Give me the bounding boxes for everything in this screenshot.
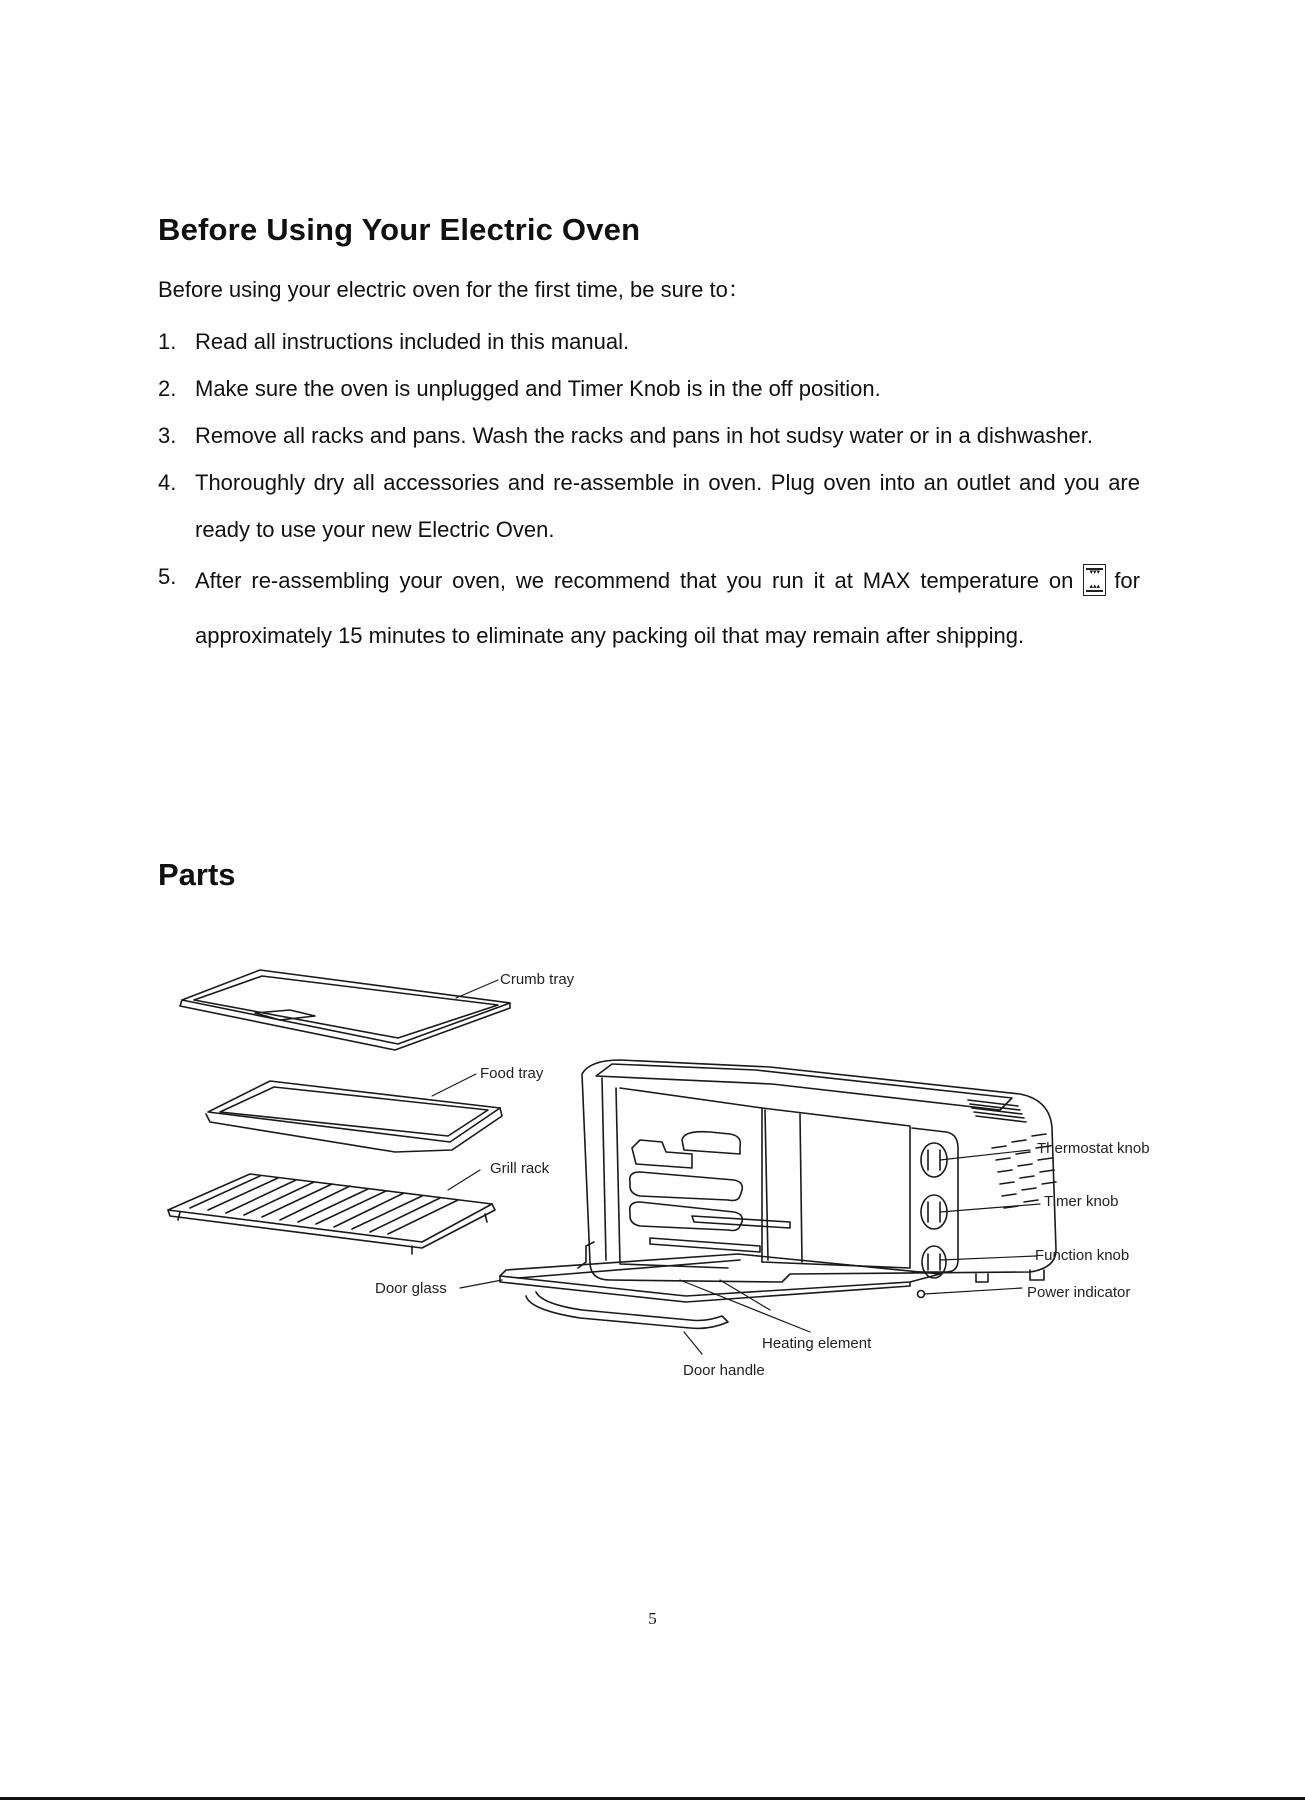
label-function-knob: Function knob <box>1035 1247 1130 1264</box>
crumb-tray-illustration <box>180 970 510 1050</box>
food-tray-illustration <box>206 1081 502 1152</box>
step-text: Remove all racks and pans. Wash the racks and pans in hot sudsy water or in a dishwasher. <box>195 423 1093 448</box>
grill-rack-illustration <box>168 1174 495 1254</box>
step-text-after-icon: for approximately 15 minutes to eliminate any packing oil that may remain after shipping. <box>195 568 1140 648</box>
section-heading-before-using: Before Using Your Electric Oven <box>158 212 641 247</box>
label-thermostat-knob: Thermostat knob <box>1037 1140 1150 1157</box>
top-bottom-heat-icon: ▾▾▾ ▴▴▴ <box>1083 564 1106 596</box>
oven-illustration <box>500 1060 1056 1328</box>
step-text: Make sure the oven is unplugged and Timer Knob is in the off position. <box>195 376 881 401</box>
step-number: 1. <box>158 329 177 354</box>
label-door-glass: Door glass <box>375 1280 447 1297</box>
parts-diagram <box>150 950 1170 1390</box>
intro-text: Before using your electric oven for the first time, be sure to： <box>158 277 750 302</box>
label-grill-rack: Grill rack <box>490 1160 550 1177</box>
step-text: Read all instructions included in this manual. <box>195 329 630 354</box>
step-number: 4. <box>158 470 177 495</box>
step-text: Thoroughly dry all accessories and re-assemble in oven. Plug oven into an outlet and you are ready to use your new Electric Oven. <box>195 470 1140 542</box>
instruction-step <box>158 412 1140 459</box>
page-number: 5 <box>648 1609 657 1628</box>
step-text <box>195 553 1140 663</box>
step-number: 5. <box>158 564 177 589</box>
instruction-step <box>158 459 1140 553</box>
label-door-handle: Door handle <box>683 1362 765 1379</box>
step-number: 3. <box>158 423 177 448</box>
label-food-tray: Food tray <box>480 1065 544 1082</box>
label-heating-element: Heating element <box>762 1335 872 1352</box>
label-power-indicator: Power indicator <box>1027 1284 1131 1301</box>
label-timer-knob: Timer knob <box>1044 1193 1119 1210</box>
instruction-step <box>158 553 1140 663</box>
label-crumb-tray: Crumb tray <box>500 971 575 988</box>
instruction-list <box>158 318 1140 663</box>
step-number: 2. <box>158 376 177 401</box>
section-heading-parts: Parts <box>158 857 236 892</box>
instruction-step <box>158 365 1140 412</box>
instruction-step <box>158 318 1140 365</box>
step-text-before-icon: After re-assembling your oven, we recommend that you run it at MAX temperature on <box>195 568 1074 593</box>
